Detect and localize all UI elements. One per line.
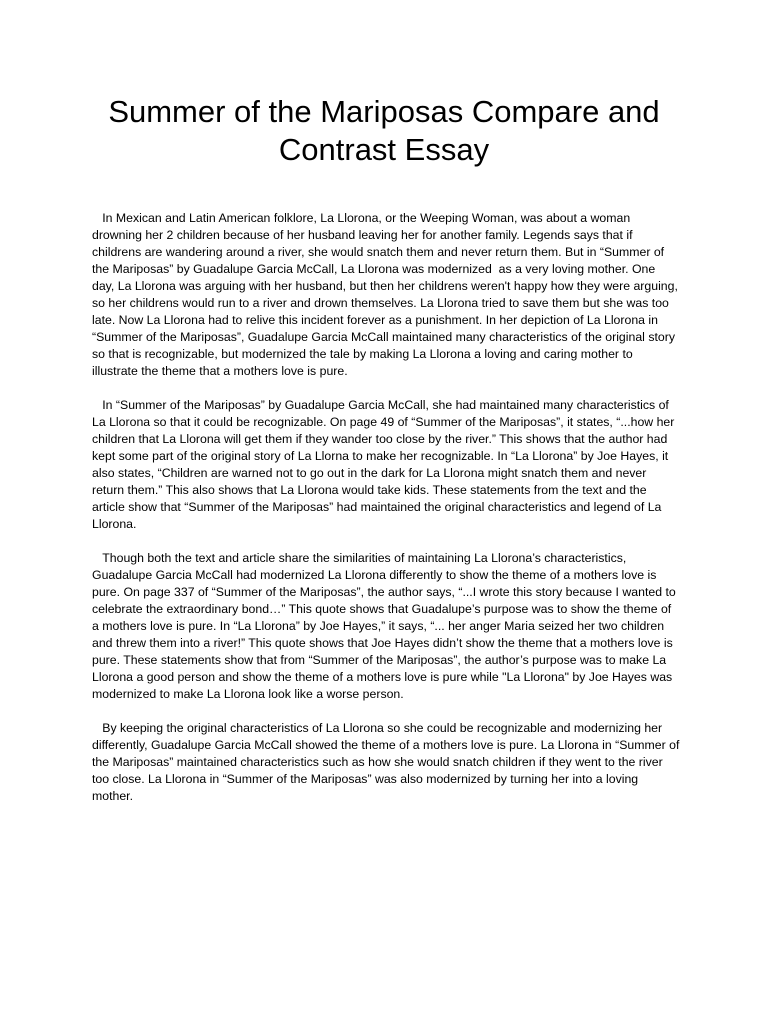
paragraph-body-1: In “Summer of the Mariposas” by Guadalupe Garcia McCall, she had maintained many characteristics of La Llorona so that it could be recognizable. On page 49 of “Summer of the Mariposas”, it states, “...how her children that La Llorona will get them if they wander too close by the river.” This shows that the author had kept some part of the original story of La Llorna to make her recognizable. In “La Llorona” by Joe Hayes, it also states, “Children are warned not to go out in the dark for La Llorona might snatch them and never return them.” This also shows that La Llorona would take kids. These statements from the text and the article show that “Summer of the Mariposas” had maintained the original characteristics and legend of La Llorona. [92,398,678,531]
document-title: Summer of the Mariposas Compare and Contrast Essay [108,94,660,167]
document-body [92,210,683,822]
paragraph-introduction: In Mexican and Latin American folklore, La Llorona, or the Weeping Woman, was about a woman drowning her 2 children because of her husband leaving her for another family. Legends says that if childrens are wandering around a river, she would snatch them and never return them. But in “Summer of the Mariposas” by Guadalupe Garcia McCall, La Llorona was modernized as a very loving mother. One day, La Llorona was arguing with her husband, but then her childrens weren't happy how they were arguing, so her childrens would run to a river and drown themselves. La Llorona tried to save them but she was too late. Now La Llorona had to relive this incident forever as a punishment. In her depiction of La Llorona in “Summer of the Mariposas”, Guadalupe Garcia McCall maintained many characteristics of the original story so that is recognizable, but modernized the tale by making La Llorona a loving and caring mother to illustrate the theme that a mothers love is pure. [92,211,682,378]
paragraph-conclusion: By keeping the original characteristics of La Llorona so she could be recognizable and modernizing her differently, Guadalupe Garcia McCall showed the theme of a mothers love is pure. La Llorona in “Summer of the Mariposas” maintained characteristics such as how she would snatch children if they went to the river too close. La Llorona in “Summer of the Mariposas” was also modernized by turning her into a loving mother. [92,721,683,803]
paragraph-body-2: Though both the text and article share the similarities of maintaining La Llorona’s characteristics, Guadalupe Garcia McCall had modernized La Llorona differently to show the theme of a mothers love is pure. On page 337 of “Summer of the Mariposas”, the author says, “...I wrote this story because I wanted to celebrate the extraordinary bond…” This quote shows that Guadalupe’s purpose was to show the theme of a mothers love is pure. In “La Llorona” by Joe Hayes,” it says, “... her anger Maria seized her two children and threw them into a river!” This quote shows that Joe Hayes didn’t show the theme that a mothers love is pure. These statements show that from “Summer of the Mariposas”, the author’s purpose was to make La Llorona a good person and show the theme of a mothers love is pure while "La Llorona" by Joe Hayes was modernized to make La Llorona look like a worse person. [92,551,680,701]
